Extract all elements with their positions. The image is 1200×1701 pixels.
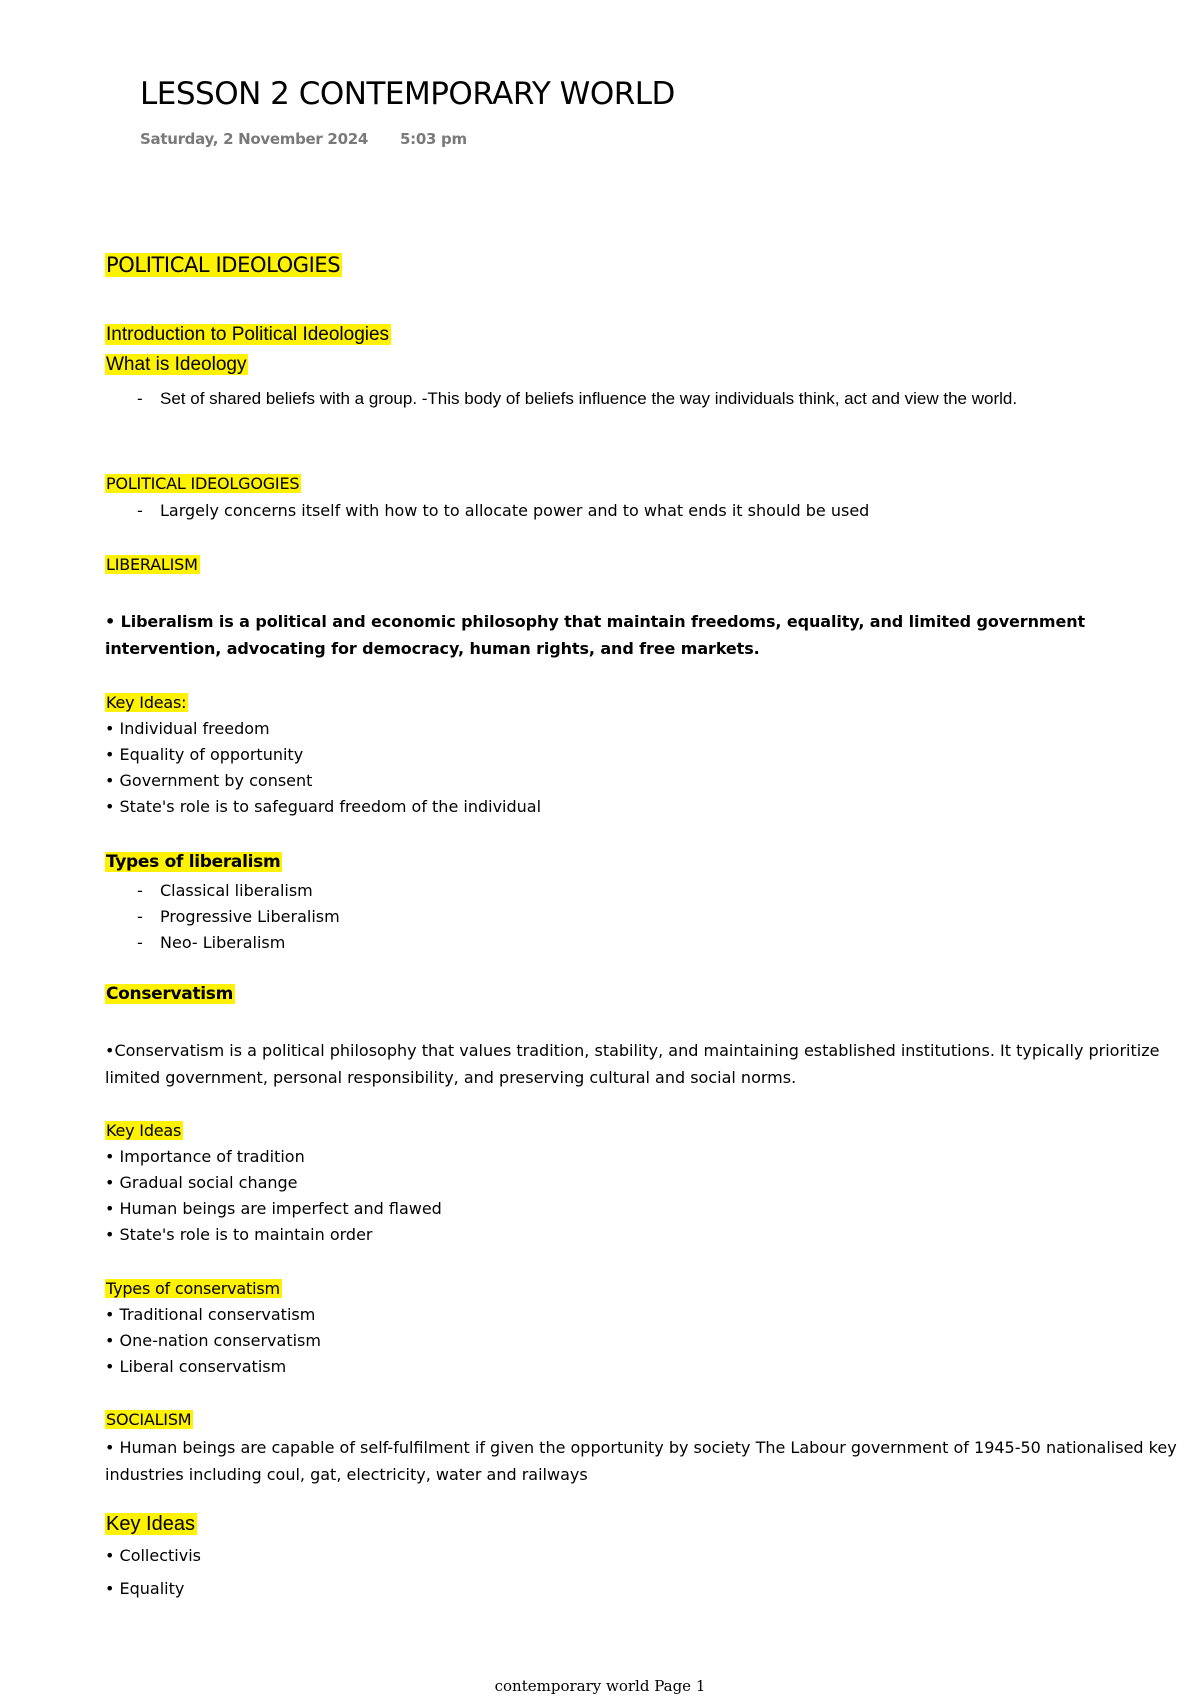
soc-key-ideas-heading: Key Ideas [106, 1513, 195, 1535]
page-footer: contemporary world Page 1 [494, 1677, 706, 1695]
list-item: • Equality [105, 1579, 185, 1598]
list-item: - Set of shared beliefs with a group. -This body of beliefs influence the way individuals think, act and view the world. [137, 389, 1018, 408]
note-date: Saturday, 2 November 2024 [140, 130, 368, 148]
liberalism-paragraph: • Liberalism is a political and economic philosophy that maintain freedoms, equality, and limited government intervention, advocating for democracy, human rights, and free markets. [105, 612, 1086, 658]
list-item: • Collectivis [105, 1546, 201, 1565]
page-title: LESSON 2 CONTEMPORARY WORLD [140, 76, 675, 112]
socialism-paragraph: • Human beings are capable of self-fulfilment if given the opportunity by society The Labour government of 1945-50 nationalised key industries including coul, gat, electricity, water and railways [105, 1438, 1177, 1484]
list-item: • Equality of opportunity [105, 745, 304, 764]
list-item: • Gradual social change [105, 1173, 298, 1192]
socialism-heading: SOCIALISM [106, 1410, 192, 1429]
con-types-heading: Types of conservatism [106, 1279, 280, 1298]
list-item: • Individual freedom [105, 719, 270, 738]
list-item: • Human beings are imperfect and flawed [105, 1199, 442, 1218]
list-item: • Liberal conservatism [105, 1357, 287, 1376]
pol-ideol-heading: POLITICAL IDEOLGOGIES [106, 474, 300, 493]
list-item: - Progressive Liberalism [137, 907, 340, 926]
what-is-ideology-heading: What is Ideology [106, 354, 247, 375]
note-time: 5:03 pm [400, 130, 467, 148]
list-item: - Neo- Liberalism [137, 933, 286, 952]
list-item: • Traditional conservatism [105, 1305, 316, 1324]
conservatism-paragraph: •Conservatism is a political philosophy that values tradition, stability, and maintaining established institutions. It typically prioritize limited government, personal responsibility, and preserving cultural and social norms. [105, 1041, 1160, 1087]
list-item: • Government by consent [105, 771, 313, 790]
list-item: • State's role is to safeguard freedom of the individual [105, 797, 542, 816]
lib-types-heading: Types of liberalism [106, 852, 281, 872]
liberalism-heading: LIBERALISM [106, 555, 198, 574]
conservatism-heading: Conservatism [106, 984, 234, 1004]
lib-key-ideas-heading: Key Ideas: [106, 693, 187, 712]
con-key-ideas-heading: Key Ideas [106, 1121, 182, 1140]
list-item: - Largely concerns itself with how to to allocate power and to what ends it should be used [137, 501, 870, 520]
list-item: • State's role is to maintain order [105, 1225, 373, 1244]
list-item: - Classical liberalism [137, 881, 313, 900]
intro-heading: Introduction to Political Ideologies [106, 324, 390, 345]
list-item: • One-nation conservatism [105, 1331, 321, 1350]
political-ideologies-heading: POLITICAL IDEOLOGIES [106, 253, 341, 277]
list-item: • Importance of tradition [105, 1147, 305, 1166]
